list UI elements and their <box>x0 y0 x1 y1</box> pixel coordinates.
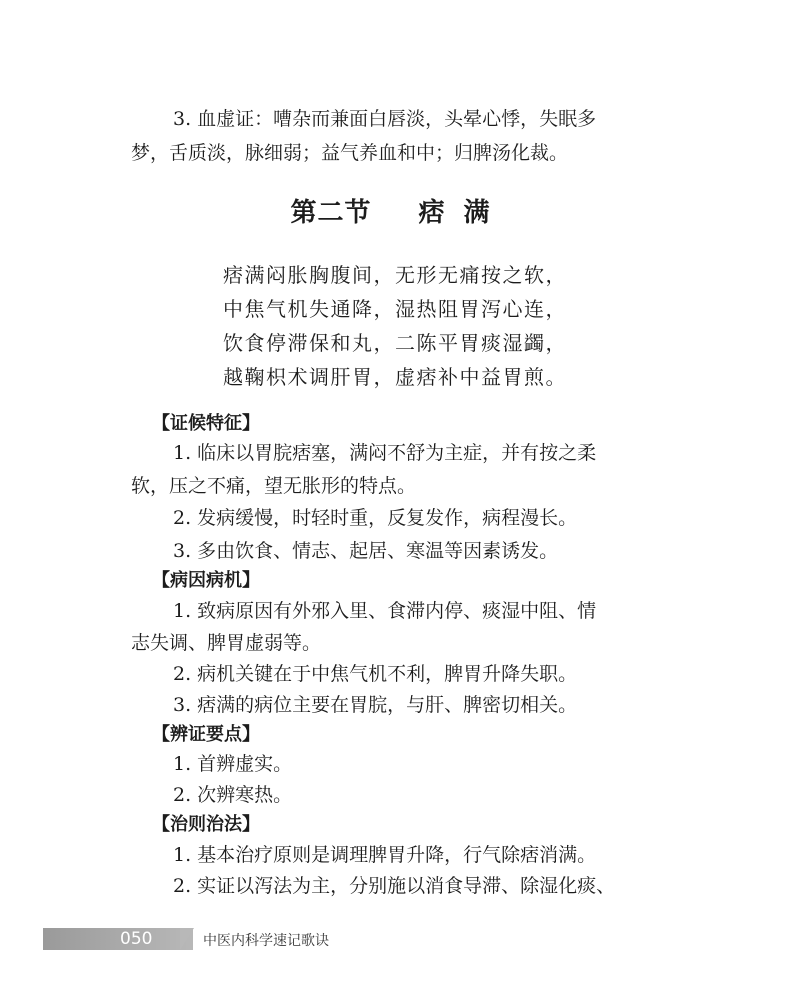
syndrome-item-3: 3. 多由饮食、情志、起居、寒温等因素诱发。 <box>173 540 559 562</box>
intro-line-1: 3. 血虚证：嘈杂而兼面白唇淡，头晕心悸，失眠多 <box>173 108 597 130</box>
section-name-char-2: 满 <box>463 198 491 228</box>
syndrome-item-1b: 软，压之不痛，望无胀形的特点。 <box>131 475 417 497</box>
poem-line-2: 中焦气机失通降，湿热阻胃泻心连， <box>223 297 567 321</box>
etiology-item-3: 3. 痞满的病位主要在胃脘，与肝、脾密切相关。 <box>173 694 578 716</box>
intro-line-2: 梦，舌质淡，脉细弱；益气养血和中；归脾汤化裁。 <box>131 142 569 164</box>
syndrome-item-2: 2. 发病缓慢，时轻时重，反复发作，病程漫长。 <box>173 507 578 529</box>
syndrome-item-1a: 1. 临床以胃脘痞塞，满闷不舒为主症，并有按之柔 <box>173 442 597 464</box>
etiology-item-2: 2. 病机关键在于中焦气机不利，脾胃升降失职。 <box>173 663 578 685</box>
etiology-item-1a: 1. 致病原因有外邪入里、食滞内停、痰湿中阻、情 <box>173 600 597 622</box>
section-number: 第二节 <box>290 198 372 228</box>
etiology-item-1b: 志失调、脾胃虚弱等。 <box>131 632 322 654</box>
treatment-item-1: 1. 基本治疗原则是调理脾胃升降，行气除痞消满。 <box>173 844 597 866</box>
section-name-char-1: 痞 <box>418 198 446 228</box>
heading-etiology: 【病因病机】 <box>152 570 260 591</box>
heading-treatment: 【治则治法】 <box>152 814 260 835</box>
poem-line-1: 痞满闷胀胸腹间，无形无痛按之软， <box>223 263 567 287</box>
heading-differentiation: 【辨证要点】 <box>152 724 260 745</box>
footer-bar-notch <box>180 928 194 950</box>
differentiation-item-2: 2. 次辨寒热。 <box>173 784 293 806</box>
heading-syndrome-features: 【证候特征】 <box>152 413 260 434</box>
page-number: 050 <box>120 929 153 949</box>
footer-bar <box>43 928 193 950</box>
poem-line-4: 越鞠枳术调肝胃，虚痞补中益胃煎。 <box>223 365 567 389</box>
poem-line-3: 饮食停滞保和丸，二陈平胃痰湿蠲， <box>223 331 567 355</box>
section-title <box>0 192 790 229</box>
book-title: 中医内科学速记歌诀 <box>203 933 329 949</box>
differentiation-item-1: 1. 首辨虚实。 <box>173 753 293 775</box>
treatment-item-2: 2. 实证以泻法为主，分别施以消食导滞、除湿化痰、 <box>173 875 616 897</box>
